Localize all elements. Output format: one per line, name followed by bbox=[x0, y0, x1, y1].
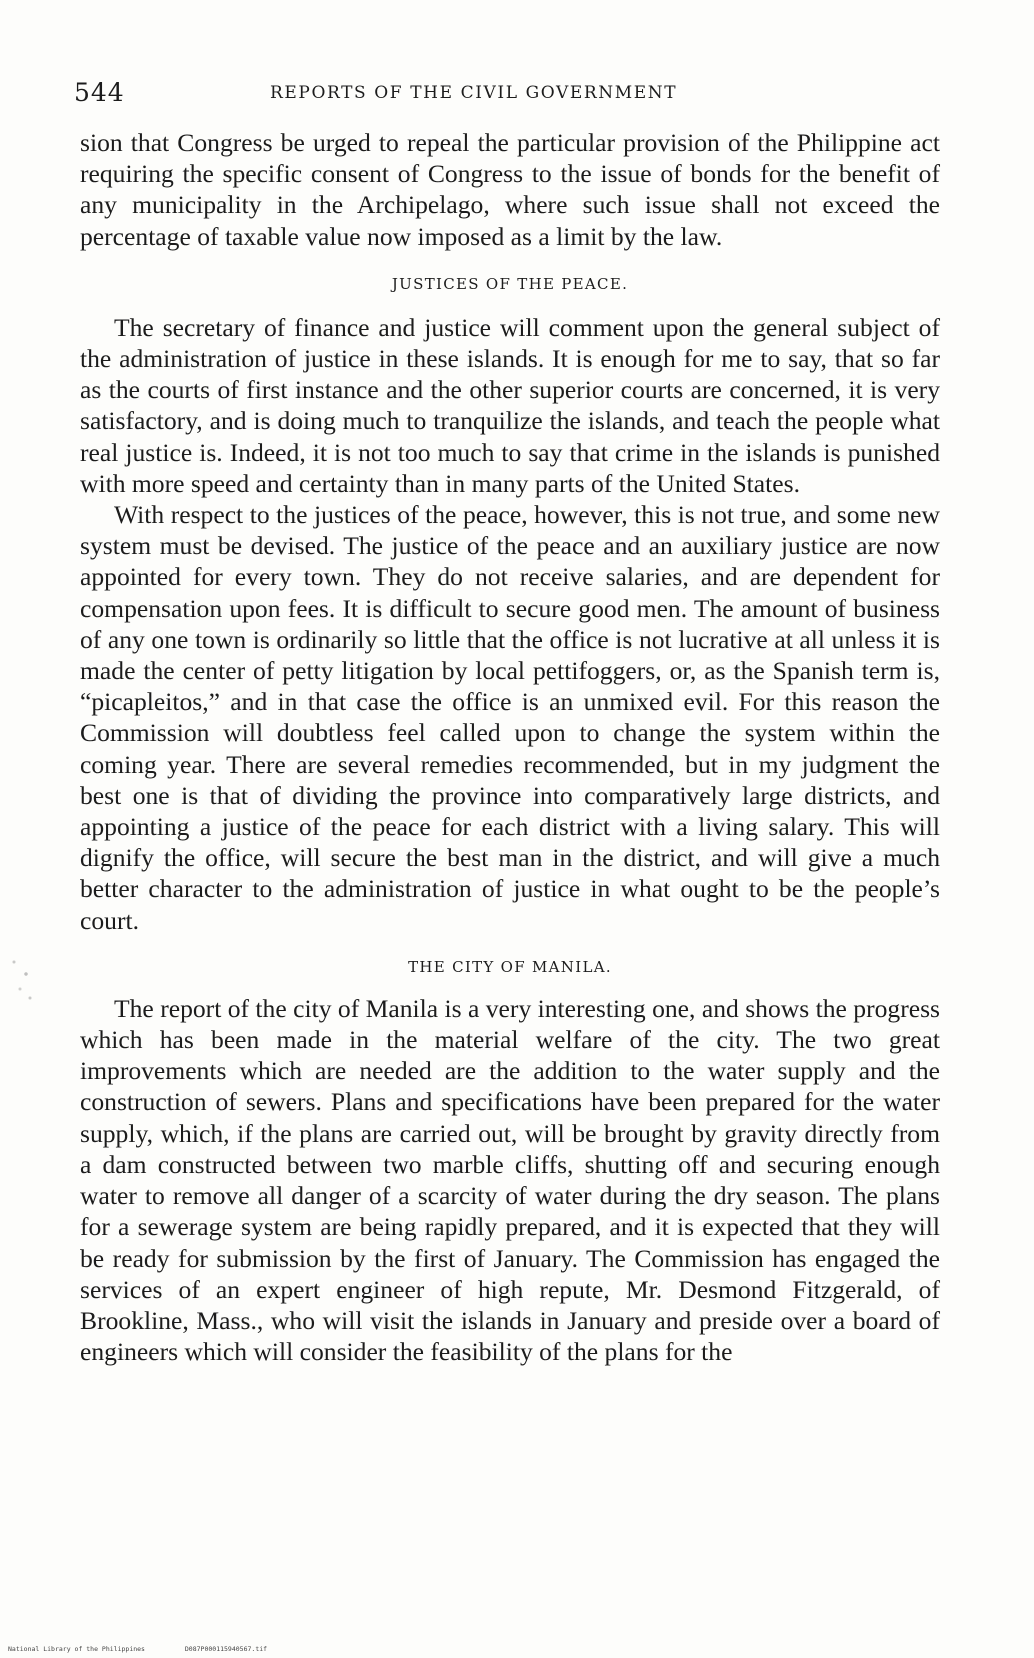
section-heading-justices: JUSTICES OF THE PEACE. bbox=[391, 274, 629, 293]
page-number: 544 bbox=[74, 78, 125, 107]
page-header bbox=[74, 78, 944, 110]
footer-file-id: D087P000115940567.tif bbox=[184, 1645, 268, 1653]
paragraph-justices-1: The secretary of finance and justice will comment upon the general subject of the administration of justice in these islands. It is enough for me to say, that so far as the courts of first instance and the other superior courts are concerned, it is very satisfactory, and is doing much to tranquilize the islands, and teach the people what real justice is. Indeed, it is not too much to say that crime in the islands is punished with more speed and certainty than in many parts of the United States. bbox=[80, 312, 940, 498]
running-head: REPORTS OF THE CIVIL GOVERNMENT bbox=[270, 83, 678, 103]
body-text bbox=[80, 127, 940, 1367]
scan-footer bbox=[8, 1645, 267, 1653]
footer-library: National Library of the Philippines bbox=[8, 1645, 145, 1653]
paragraph-justices-2: With respect to the justices of the peace, however, this is not true, and some new system must be devised. The justice of the peace and an auxiliary justice are now appointed for every town. They do not receive salaries, and are dependent for compensation upon fees. It is difficult to secure good men. The amount of business of any one town is ordinarily so little that the office is not lucrative at all unless it is made the center of petty litigation by local pettifoggers, or, as the Spanish term is, “picapleitos,” and in that case the office is an unmixed evil. For this reason the Commission will doubtless feel called upon to change the system within the coming year. There are several remedies recommended, but in my judgment the best one is that of dividing the province into comparatively large districts, and appointing a justice of the peace for each district with a living salary. This will dignify the office, will secure the best man in the district, and will give a much better character to the administration of justice in what ought to be the people’s court. bbox=[80, 500, 940, 935]
section-heading-manila: THE CITY OF MANILA. bbox=[408, 957, 612, 976]
scan-speck bbox=[2, 950, 42, 1010]
paragraph-manila-1: The report of the city of Manila is a very interesting one, and shows the progress which has been made in the material welfare of the city. The two great improvements which are needed are the addition to the water supply and the construction of sewers. Plans and specifications have been prepared for the water supply, which, if the plans are carried out, will be brought by gravity directly from a dam constructed between two marble cliffs, shutting off and securing enough water to remove all danger of a scarcity of water during the dry season. The plans for a sewerage system are being rapidly prepared, and it is expected that they will be ready for submission by the first of January. The Commission has engaged the services of an expert engineer of high repute, Mr. Desmond Fitzgerald, of Brookline, Mass., who will visit the islands in January and preside over a board of engineers which will consider the feasibility of the plans for the bbox=[80, 993, 940, 1367]
paragraph-opening: sion that Congress be urged to repeal the particular provision of the Philippine act requiring the specific consent of Congress to the issue of bonds for the benefit of any municipality in the Archipelago, where such issue shall not exceed the percentage of taxable value now imposed as a limit by the law. bbox=[80, 128, 940, 251]
